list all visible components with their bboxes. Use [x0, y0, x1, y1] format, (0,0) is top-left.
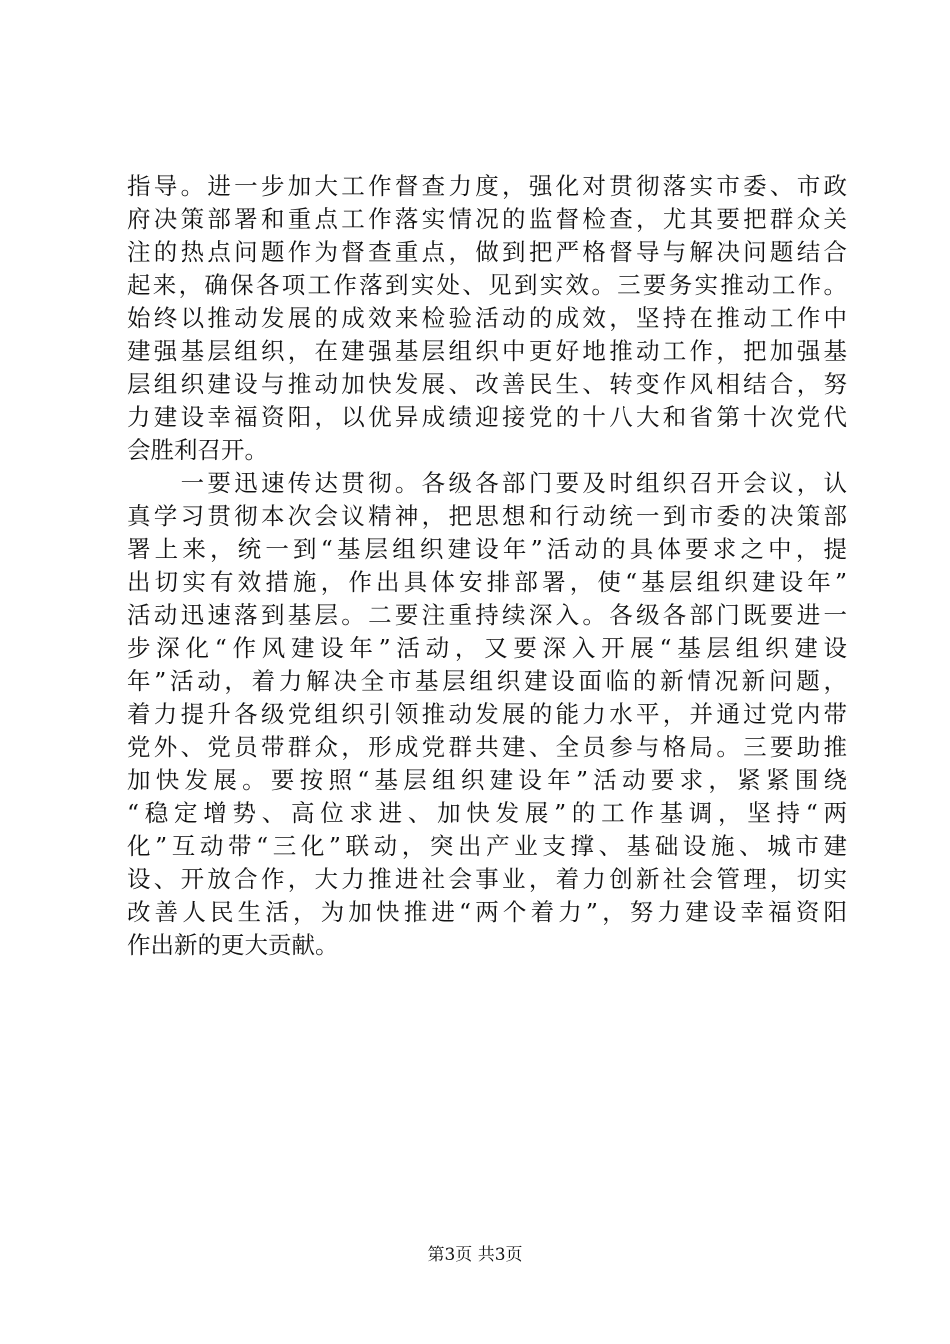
- text-line: 年”活动，着力解决全市基层组织建设面临的新情况新问题，: [127, 667, 847, 695]
- text-line: 改善人民生活，为加快推进“两个着力”，努力建设幸福资阳: [127, 898, 847, 926]
- text-line: 署上来，统一到“基层组织建设年”活动的具体要求之中，提: [127, 535, 847, 563]
- text-line: 党外、党员带群众，形成党群共建、全员参与格局。三要助推: [127, 733, 847, 761]
- text-line: 加快发展。要按照“基层组织建设年”活动要求，紧紧围绕: [127, 766, 847, 794]
- text-line: 建强基层组织，在建强基层组织中更好地推动工作，把加强基: [127, 337, 847, 365]
- text-line: 化”互动带“三化”联动，突出产业支撑、基础设施、城市建: [127, 832, 847, 860]
- text-line: 设、开放合作，大力推进社会事业，着力创新社会管理，切实: [127, 865, 847, 893]
- text-line: 一要迅速传达贯彻。各级各部门要及时组织召开会议，认: [127, 469, 847, 497]
- text-line: 注的热点问题作为督查重点，做到把严格督导与解决问题结合: [127, 238, 847, 266]
- paragraph-1: [127, 170, 847, 467]
- text-line: 起来，确保各项工作落到实处、见到实效。三要务实推动工作。: [127, 271, 847, 299]
- text-line: 步深化“作风建设年”活动，又要深入开展“基层组织建设: [127, 634, 847, 662]
- page-number: 第3页 共3页: [427, 1245, 523, 1265]
- text-line: 始终以推动发展的成效来检验活动的成效，坚持在推动工作中: [127, 304, 847, 332]
- text-line: 出切实有效措施，作出具体安排部署，使“基层组织建设年”: [127, 568, 847, 596]
- text-line: 指导。进一步加大工作督查力度，强化对贯彻落实市委、市政: [127, 172, 847, 200]
- text-line: 着力提升各级党组织引领推动发展的能力水平，并通过党内带: [127, 700, 847, 728]
- text-line: 府决策部署和重点工作落实情况的监督检查，尤其要把群众关: [127, 205, 847, 233]
- text-line: 真学习贯彻本次会议精神，把思想和行动统一到市委的决策部: [127, 502, 847, 530]
- page-footer: [0, 1244, 950, 1266]
- paragraph-2: [127, 467, 847, 962]
- document-body: [127, 170, 847, 962]
- text-line: 作出新的更大贡献。: [127, 931, 339, 959]
- text-line: “稳定增势、高位求进、加快发展”的工作基调，坚持“两: [127, 799, 847, 827]
- text-line: 力建设幸福资阳，以优异成绩迎接党的十八大和省第十次党代: [127, 403, 847, 431]
- text-line: 层组织建设与推动加快发展、改善民生、转变作风相结合，努: [127, 370, 847, 398]
- text-line: 会胜利召开。: [127, 436, 268, 464]
- text-line: 活动迅速落到基层。二要注重持续深入。各级各部门既要进一: [127, 601, 847, 629]
